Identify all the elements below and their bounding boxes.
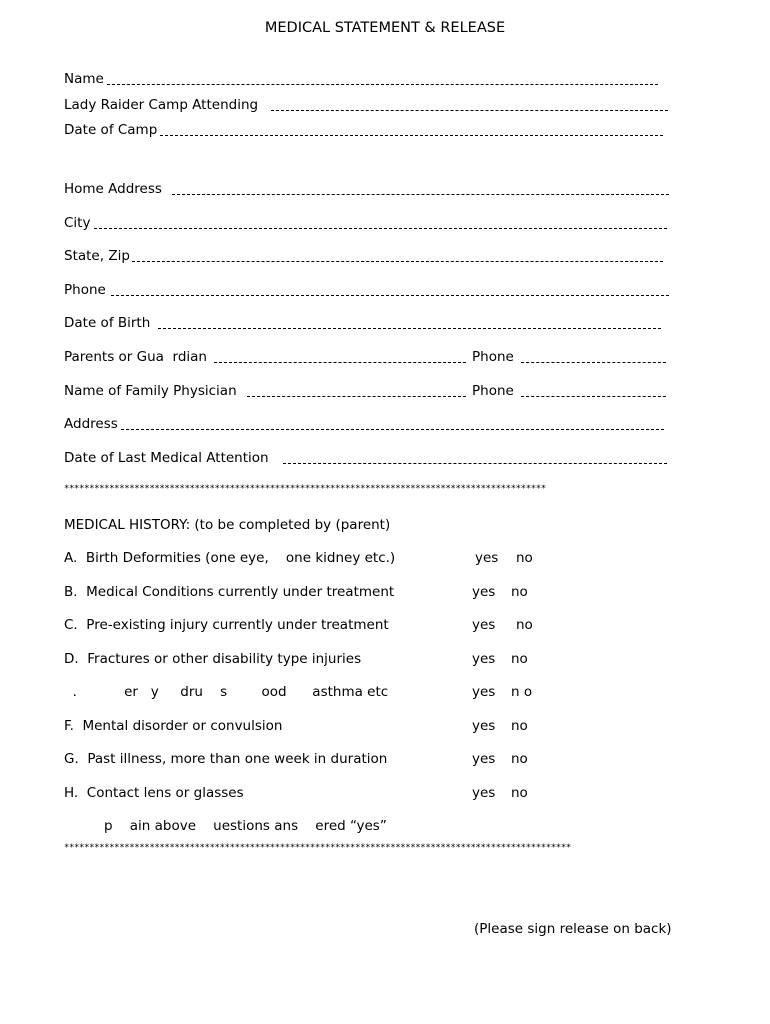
home-address-line[interactable] [172,194,669,195]
history-item-label: H. Contact lens or glasses [64,785,244,801]
history-item-label: D. Fractures or other disability type injuries [64,651,362,667]
last-medical-line[interactable] [283,463,667,464]
history-item-label: C. Pre-existing injury currently under treatment [64,617,389,633]
history-item-label: B. Medical Conditions currently under treatment [64,584,395,600]
name-label: Name [64,71,104,87]
no-option[interactable]: no [511,751,528,767]
address-line[interactable] [121,429,664,430]
home-address-label: Home Address [64,181,162,197]
city-label: City [64,215,91,231]
date-of-camp-line[interactable] [160,135,663,136]
sign-release-note: (Please sign release on back) [474,921,672,937]
no-option[interactable]: no [516,617,533,633]
phone-label: Phone [64,282,106,298]
yes-option[interactable]: yes [472,751,496,767]
history-item-label: F. Mental disorder or convulsion [64,718,283,734]
no-option[interactable]: no [511,718,528,734]
date-of-birth-line[interactable] [158,328,661,329]
page-title: MEDICAL STATEMENT & RELEASE [264,20,506,36]
yes-option[interactable]: yes [475,550,499,566]
history-heading: MEDICAL HISTORY: (to be completed by (parent) [64,517,391,533]
parents-phone-label: Phone [472,349,514,365]
camp-attending-label: Lady Raider Camp Attending [64,97,259,113]
yes-option[interactable]: yes [472,785,496,801]
parents-guardian-line[interactable] [214,362,466,363]
family-physician-line[interactable] [247,396,466,397]
yes-option[interactable]: yes [472,651,496,667]
separator-top: ************************************************************************************************ [64,484,546,494]
no-option[interactable]: no [511,785,528,801]
yes-option[interactable]: yes [472,584,496,600]
parents-guardian-label: Parents or Gua rdian [64,349,207,365]
history-item-label: A. Birth Deformities (one eye, one kidney etc.) [64,550,396,566]
camp-attending-line[interactable] [271,110,668,111]
no-option[interactable]: no [516,550,533,566]
parents-phone-line[interactable] [521,362,666,363]
yes-option[interactable]: yes [472,684,496,700]
state-zip-line[interactable] [132,261,663,262]
family-physician-label: Name of Family Physician [64,383,237,399]
yes-option[interactable]: yes [472,718,496,734]
phone-line[interactable] [111,295,669,296]
no-option[interactable]: no [511,584,528,600]
address-label: Address [64,416,118,432]
city-line[interactable] [94,228,667,229]
history-item-label: G. Past illness, more than one week in duration [64,751,388,767]
physician-phone-label: Phone [472,383,514,399]
no-option[interactable]: n o [511,684,533,700]
no-option[interactable]: no [511,651,528,667]
history-item-label: . er y dru s ood asthma etc [64,684,389,700]
date-of-camp-label: Date of Camp [64,122,158,138]
physician-phone-line[interactable] [521,396,666,397]
date-of-birth-label: Date of Birth [64,315,151,331]
separator-bottom: ***************************************************************************************************** [64,843,571,853]
yes-option[interactable]: yes [472,617,496,633]
name-line[interactable] [107,84,658,85]
state-zip-label: State, Zip [64,248,130,264]
explain-prompt: p ain above uestions ans ered “yes” [104,818,387,834]
last-medical-label: Date of Last Medical Attention [64,450,269,466]
